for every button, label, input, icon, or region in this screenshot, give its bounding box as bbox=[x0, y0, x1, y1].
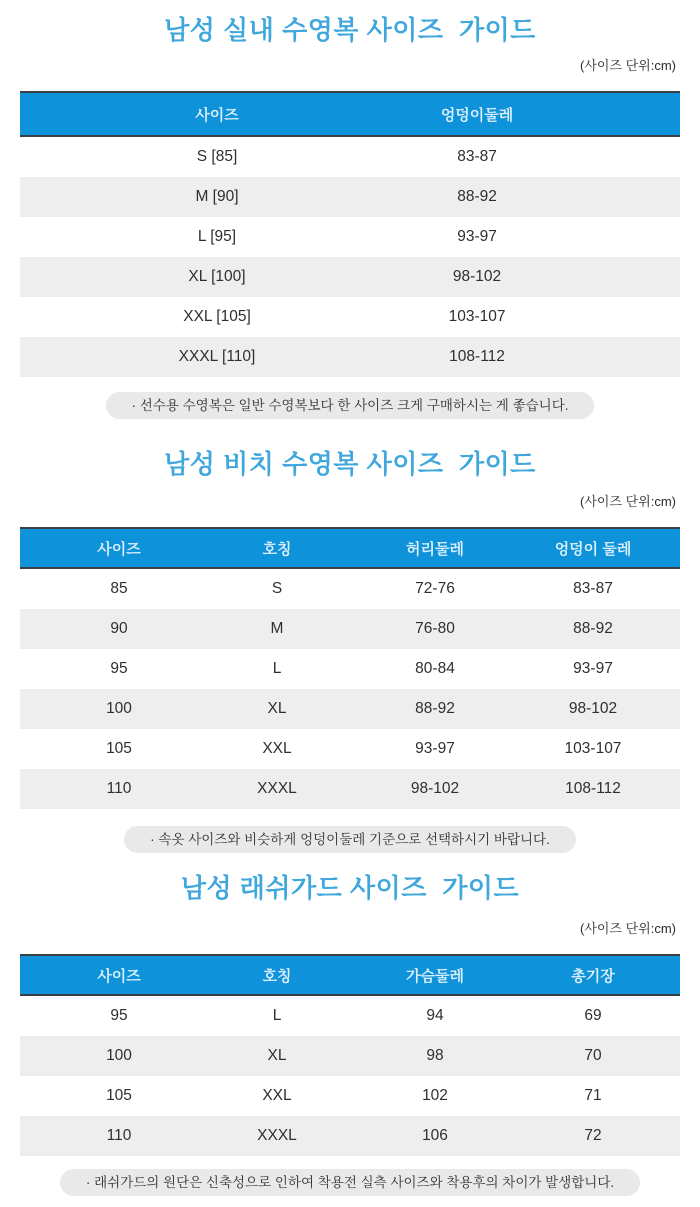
table-row bbox=[20, 137, 680, 177]
cell-name: L bbox=[272, 1007, 282, 1024]
header-cell-size: 사이즈 bbox=[97, 967, 141, 985]
cell-hip: 88-92 bbox=[573, 620, 613, 637]
cell-waist: 72-76 bbox=[415, 580, 455, 597]
header-cell-name: 호칭 bbox=[262, 540, 292, 558]
table-header-row bbox=[20, 91, 680, 137]
table-header-row bbox=[20, 954, 680, 996]
table-row bbox=[20, 729, 680, 769]
cell-size: 85 bbox=[110, 580, 128, 597]
cell-size: XXL [105] bbox=[183, 308, 251, 325]
cell-size: M [90] bbox=[195, 188, 239, 205]
note-pill: · 선수용 수영복은 일반 수영복보다 한 사이즈 크게 구매하시는 게 좋습니다. bbox=[106, 392, 595, 419]
cell-length: 72 bbox=[584, 1127, 602, 1144]
table-row bbox=[20, 1116, 680, 1156]
header-cell-size: 사이즈 bbox=[195, 106, 239, 124]
note-row bbox=[0, 1169, 700, 1196]
cell-name: XXL bbox=[262, 740, 292, 757]
cell-chest: 106 bbox=[422, 1127, 448, 1144]
note-pill: · 래쉬가드의 원단은 신축성으로 인하여 착용전 실측 사이즈와 착용후의 차이가 발생합니다. bbox=[60, 1169, 640, 1196]
table-row bbox=[20, 177, 680, 217]
note-row bbox=[0, 392, 700, 419]
cell-hip: 83-87 bbox=[457, 148, 497, 165]
unit-label: (사이즈 단위:cm) bbox=[579, 494, 676, 509]
cell-hip: 93-97 bbox=[457, 228, 497, 245]
table-row bbox=[20, 609, 680, 649]
cell-hip: 108-112 bbox=[565, 780, 621, 797]
cell-size: 105 bbox=[106, 740, 132, 757]
cell-length: 71 bbox=[584, 1087, 602, 1104]
cell-chest: 102 bbox=[422, 1087, 448, 1104]
cell-length: 69 bbox=[584, 1007, 602, 1024]
cell-chest: 94 bbox=[426, 1007, 444, 1024]
table-row bbox=[20, 217, 680, 257]
cell-size: 110 bbox=[106, 1127, 132, 1144]
table-row bbox=[20, 649, 680, 689]
table-row bbox=[20, 257, 680, 297]
table-row bbox=[20, 689, 680, 729]
section-beach-swimsuit bbox=[0, 419, 700, 853]
cell-hip: 108-112 bbox=[449, 348, 505, 365]
cell-size: 110 bbox=[106, 780, 132, 797]
table-row bbox=[20, 769, 680, 809]
page-title: 남성 실내 수영복 사이즈 가이드 bbox=[164, 15, 536, 45]
header-cell-hip: 엉덩이둘레 bbox=[440, 106, 514, 124]
beach-swimsuit-size-table bbox=[20, 527, 680, 809]
table-row bbox=[20, 1036, 680, 1076]
cell-name: S bbox=[271, 580, 283, 597]
header-cell-chest: 가슴둘레 bbox=[406, 967, 464, 985]
cell-hip: 93-97 bbox=[573, 660, 613, 677]
table-row bbox=[20, 996, 680, 1036]
header-cell-waist: 허리둘레 bbox=[406, 540, 464, 558]
table-row bbox=[20, 297, 680, 337]
note-row bbox=[0, 826, 700, 853]
note-pill: · 속옷 사이즈와 비슷하게 엉덩이둘레 기준으로 선택하시기 바랍니다. bbox=[124, 826, 576, 853]
header-cell-length: 총기장 bbox=[571, 967, 615, 985]
cell-hip: 83-87 bbox=[573, 580, 613, 597]
cell-size: 100 bbox=[106, 700, 132, 717]
cell-waist: 80-84 bbox=[415, 660, 455, 677]
cell-name: M bbox=[270, 620, 284, 637]
header-cell-name: 호칭 bbox=[262, 967, 292, 985]
cell-size: XXXL [110] bbox=[178, 348, 256, 365]
cell-name: XXXL bbox=[257, 1127, 297, 1144]
cell-name: XL bbox=[267, 700, 287, 717]
cell-size: 100 bbox=[106, 1047, 132, 1064]
table-row bbox=[20, 1076, 680, 1116]
cell-waist: 76-80 bbox=[415, 620, 455, 637]
cell-name: XXXL bbox=[257, 780, 297, 797]
cell-hip: 98-102 bbox=[568, 700, 618, 717]
header-cell-hip: 엉덩이 둘레 bbox=[554, 540, 632, 558]
cell-size: 90 bbox=[110, 620, 128, 637]
table-row bbox=[20, 337, 680, 377]
cell-size: 95 bbox=[110, 1007, 128, 1024]
cell-waist: 98-102 bbox=[410, 780, 460, 797]
table-header-row bbox=[20, 527, 680, 569]
cell-size: 105 bbox=[106, 1087, 132, 1104]
cell-hip: 98-102 bbox=[452, 268, 502, 285]
cell-size: 95 bbox=[110, 660, 128, 677]
cell-hip: 88-92 bbox=[457, 188, 497, 205]
cell-name: XL bbox=[267, 1047, 287, 1064]
cell-length: 70 bbox=[584, 1047, 602, 1064]
cell-hip: 103-107 bbox=[448, 308, 506, 325]
cell-waist: 93-97 bbox=[415, 740, 455, 757]
indoor-swimsuit-size-table bbox=[20, 91, 680, 377]
header-cell-size: 사이즈 bbox=[97, 540, 141, 558]
section-indoor-swimsuit bbox=[0, 0, 700, 419]
cell-size: XL [100] bbox=[188, 268, 246, 285]
cell-chest: 98 bbox=[426, 1047, 444, 1064]
table-row bbox=[20, 569, 680, 609]
section-title: 남성 비치 수영복 사이즈 가이드 bbox=[164, 449, 536, 479]
rashguard-size-table bbox=[20, 954, 680, 1156]
section-title: 남성 래쉬가드 사이즈 가이드 bbox=[180, 873, 520, 903]
cell-size: L [95] bbox=[197, 228, 237, 245]
unit-label: (사이즈 단위:cm) bbox=[579, 921, 676, 936]
cell-hip: 103-107 bbox=[564, 740, 622, 757]
cell-name: L bbox=[272, 660, 282, 677]
cell-waist: 88-92 bbox=[415, 700, 455, 717]
header-cell-spacer bbox=[540, 93, 680, 135]
unit-label: (사이즈 단위:cm) bbox=[579, 58, 676, 73]
section-rashguard bbox=[0, 853, 700, 1196]
cell-size: S [85] bbox=[196, 148, 238, 165]
cell-name: XXL bbox=[262, 1087, 292, 1104]
